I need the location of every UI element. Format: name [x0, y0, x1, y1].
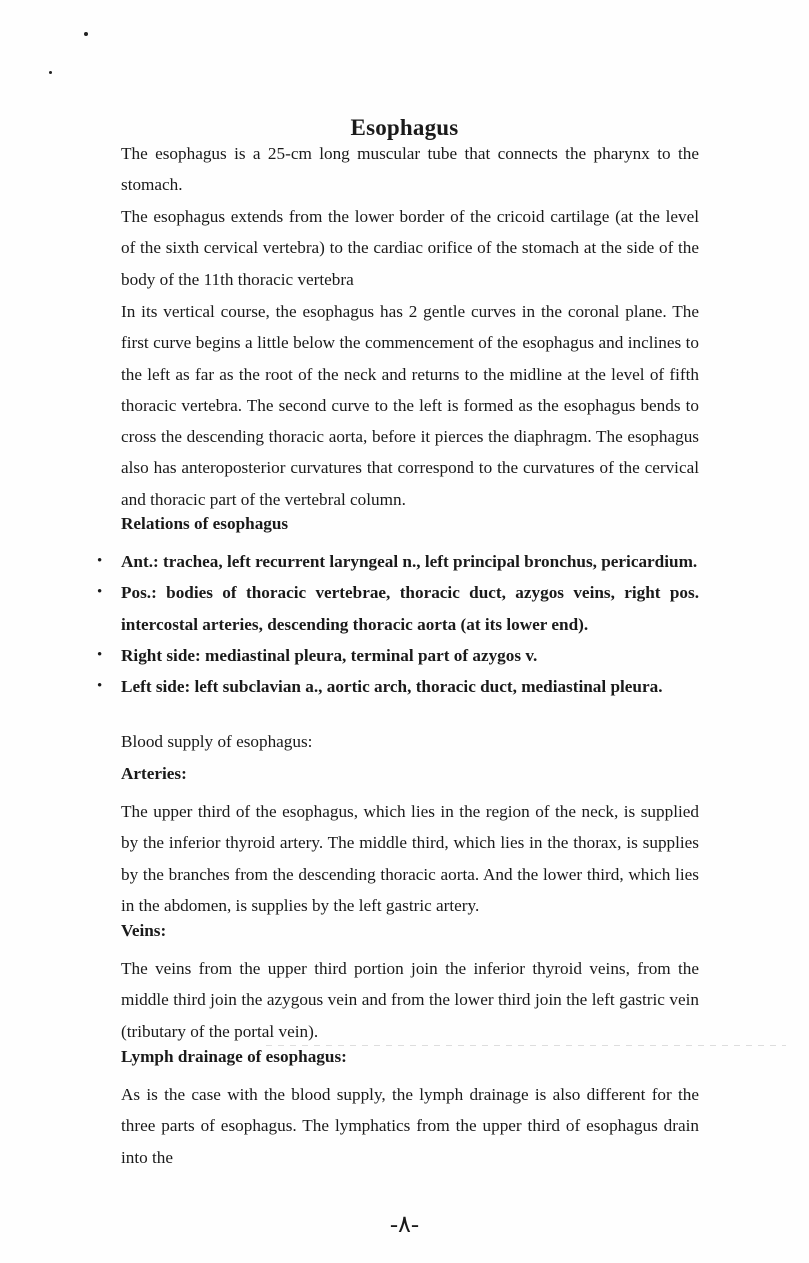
- relation-text: Ant.: trachea, left recurrent laryngeal n., left principal bronchus, pericardium.: [121, 552, 698, 571]
- relation-text: Pos.: bodies of thoracic vertebrae, thoracic duct, azygos veins, right pos. intercostal arteries, descending thoracic aorta (at its lower end).: [121, 583, 699, 634]
- bullet-icon: •: [97, 678, 103, 695]
- paragraph-course: In its vertical course, the esophagus has 2 gentle curves in the coronal plane. The first curve begins a little below the commencement of the esophagus and inclines to the left as far as the root of the neck and returns to the midline at the level of fifth thoracic vertebra. The second curve to the left is formed as the esophagus bends to cross the descending thoracic aorta, before it pierces the diaphragm. The esophagus also has anteroposterior curvatures that correspond to the curvatures of the cervical and thoracic part of the vertebral column.: [121, 302, 699, 509]
- scan-speck: [49, 71, 52, 74]
- arteries-heading: Arteries:: [121, 764, 187, 783]
- page-number: -٨-: [390, 1212, 419, 1238]
- relation-item-left-side: [97, 671, 699, 702]
- paragraph-arteries: The upper third of the esophagus, which lies in the region of the neck, is supplied by the inferior thyroid artery. The middle third, which lies in the thorax, is supplies by the branches from the descending thoracic aorta. And the lower third, which lies in the abdomen, is supplies by the left gastric artery.: [121, 802, 699, 915]
- bullet-icon: •: [97, 646, 103, 663]
- relation-item-right-side: [97, 640, 699, 671]
- bullet-icon: •: [97, 584, 103, 601]
- veins-heading: Veins:: [121, 921, 167, 940]
- relations-heading: Relations of esophagus: [121, 514, 289, 533]
- scan-speck: [84, 32, 88, 36]
- page-title: Esophagus: [350, 115, 459, 141]
- lymph-heading: Lymph drainage of esophagus:: [121, 1047, 347, 1066]
- blood-supply-intro: Blood supply of esophagus:: [121, 732, 313, 751]
- paragraph-veins: The veins from the upper third portion join the inferior thyroid veins, from the middle third join the azygous vein and from the lower third join the left gastric vein (tributary of the portal vein).: [121, 959, 699, 1041]
- scan-artifact-line: [266, 1045, 786, 1046]
- relation-item-anterior: [97, 546, 699, 577]
- bullet-icon: •: [97, 553, 103, 569]
- relation-item-posterior: [97, 577, 699, 640]
- paragraph-extent: The esophagus extends from the lower border of the cricoid cartilage (at the level of the sixth cervical vertebra) to the cardiac orifice of the stomach at the side of the body of the 11th thoracic vertebra: [121, 207, 699, 289]
- relation-text: Left side: left subclavian a., aortic arch, thoracic duct, mediastinal pleura.: [121, 677, 663, 697]
- relation-text: Right side: mediastinal pleura, terminal part of azygos v.: [121, 645, 538, 665]
- paragraph-lymph: As is the case with the blood supply, the lymph drainage is also different for the three parts of esophagus. The lymphatics from the upper third of esophagus drain into the: [121, 1085, 699, 1167]
- paragraph-intro: The esophagus is a 25-cm long muscular tube that connects the pharynx to the stomach.: [121, 144, 699, 195]
- relations-list: [97, 546, 699, 702]
